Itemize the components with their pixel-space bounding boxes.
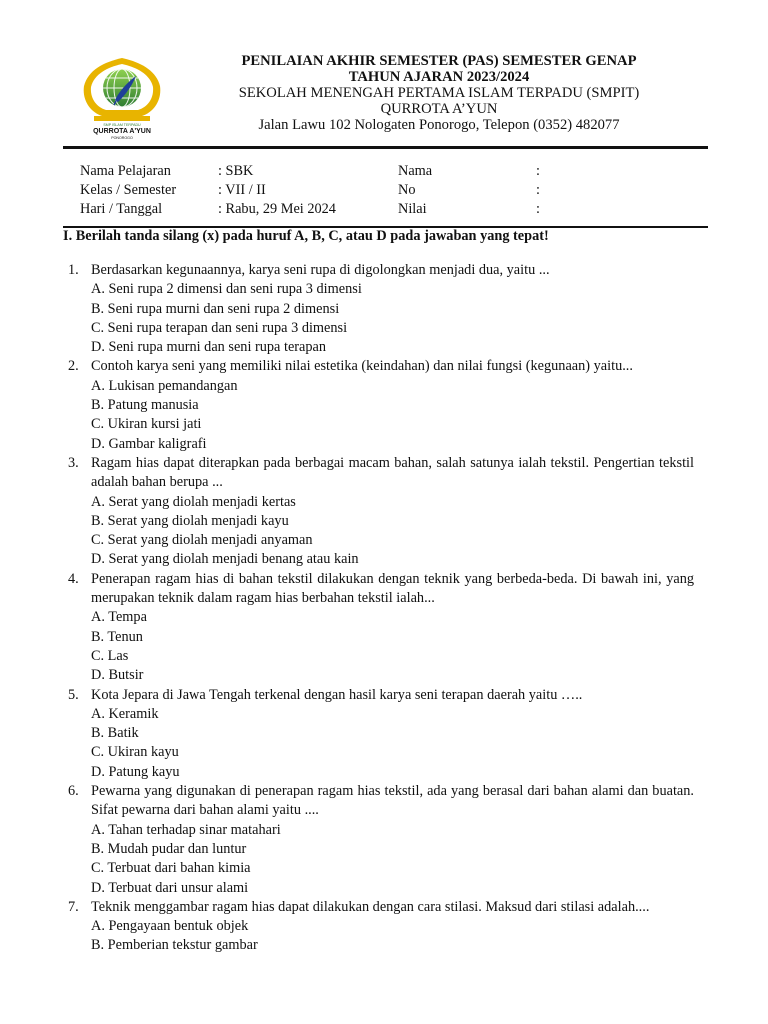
header-divider <box>63 146 708 149</box>
option-c[interactable]: C. Seni rupa terapan dan seni rupa 3 dimensi <box>91 319 348 336</box>
option-d[interactable]: D. Terbuat dari unsur alami <box>91 879 249 896</box>
question-6 <box>0 782 768 898</box>
question-3 <box>0 454 768 570</box>
academic-year: TAHUN AJARAN 2023/2024 <box>348 69 530 85</box>
question-stem: Berdasarkan kegunaannya, karya seni rupa di digolongkan menjadi dua, yaitu ... <box>91 262 550 278</box>
letterhead <box>200 53 678 133</box>
info-right-labels <box>398 162 432 219</box>
option-b[interactable]: B. Pemberian tekstur gambar <box>91 937 258 954</box>
number-field[interactable]: : <box>536 182 540 198</box>
school-logo-icon <box>80 56 164 142</box>
option-c[interactable]: C. Serat yang diolah menjadi anyaman <box>91 532 313 549</box>
option-a[interactable]: A. Seni rupa 2 dimensi dan seni rupa 3 dimensi <box>91 281 362 298</box>
option-d[interactable]: D. Gambar kaligrafi <box>91 435 207 452</box>
class-value: : VII / II <box>218 182 266 198</box>
option-b[interactable]: B. Patung manusia <box>91 397 199 414</box>
question-5 <box>0 686 768 782</box>
question-number: 5. <box>68 686 79 703</box>
info-left-labels <box>80 162 176 219</box>
question-list <box>0 261 768 956</box>
score-field[interactable]: : <box>536 201 540 217</box>
question-stem: Ragam hias dapat diterapkan pada berbagai macam bahan, salah satunya ialah tekstil. Pengertian tekstil adalah bahan berupa ... <box>91 454 694 491</box>
info-left-values <box>218 162 336 219</box>
date-value: : Rabu, 29 Mei 2024 <box>218 201 336 217</box>
question-stem: Contoh karya seni yang memiliki nilai estetika (keindahan) dan nilai fungsi (kegunaan) yaitu... <box>91 358 633 375</box>
option-d[interactable]: D. Patung kayu <box>91 763 180 780</box>
question-7 <box>0 898 768 956</box>
option-a[interactable]: A. Tempa <box>91 609 147 626</box>
exam-title: PENILAIAN AKHIR SEMESTER (PAS) SEMESTER GENAP <box>241 53 637 69</box>
question-stem: Teknik menggambar ragam hias dapat dilakukan dengan cara stilasi. Maksud dari stilasi adalah.... <box>91 898 650 915</box>
question-stem: Kota Jepara di Jawa Tengah terkenal dengan hasil karya seni terapan daerah yaitu ….. <box>91 686 583 703</box>
logo-city-text: PONOROGO <box>111 136 133 140</box>
question-2 <box>0 357 768 453</box>
name-label: Nama <box>398 163 433 179</box>
section-instruction: I. Berilah tanda silang (x) pada huruf A, B, C, atau D pada jawaban yang tepat! <box>63 228 549 244</box>
question-stem: Pewarna yang digunakan di penerapan ragam hias tekstil, ada yang berasal dari bahan alami dan buatan. Sifat pewarna dari bahan alami yaitu .... <box>91 783 694 819</box>
school-type: SEKOLAH MENENGAH PERTAMA ISLAM TERPADU (SMPIT) <box>238 85 640 101</box>
option-b[interactable]: B. Batik <box>91 725 139 742</box>
option-d[interactable]: D. Seni rupa murni dan seni rupa terapan <box>91 339 327 356</box>
question-number: 3. <box>68 454 79 471</box>
question-number: 4. <box>68 570 79 587</box>
option-b[interactable]: B. Tenun <box>91 628 143 645</box>
option-b[interactable]: B. Serat yang diolah menjadi kayu <box>91 512 289 529</box>
question-number: 6. <box>68 783 79 800</box>
info-right-values <box>536 162 540 219</box>
option-a[interactable]: A. Lukisan pemandangan <box>91 377 238 394</box>
option-a[interactable]: A. Serat yang diolah menjadi kertas <box>91 493 296 510</box>
subject-value: : SBK <box>218 163 254 179</box>
name-field[interactable]: : <box>536 163 540 179</box>
option-a[interactable]: A. Pengayaan bentuk objek <box>91 918 249 935</box>
class-label: Kelas / Semester <box>80 182 177 198</box>
score-label: Nilai <box>398 201 427 217</box>
subject-label: Nama Pelajaran <box>80 163 171 179</box>
option-c[interactable]: C. Ukiran kayu <box>91 744 179 761</box>
option-c[interactable]: C. Las <box>91 647 129 664</box>
logo-name-text: QURROTA A'YUN <box>93 128 151 135</box>
number-label: No <box>398 182 416 198</box>
question-stem: Penerapan ragam hias di bahan tekstil dilakukan dengan teknik yang berbeda-beda. Di bawah ini, yang merupakan teknik dalam ragam hias berbahan tekstil ialah... <box>91 570 694 607</box>
option-d[interactable]: D. Butsir <box>91 667 144 684</box>
option-c[interactable]: C. Terbuat dari bahan kimia <box>91 860 251 877</box>
question-number: 2. <box>68 358 79 375</box>
question-number: 7. <box>68 898 79 915</box>
school-address: Jalan Lawu 102 Nologaten Ponorogo, Telepon (0352) 482077 <box>258 117 620 133</box>
question-4 <box>0 570 768 686</box>
logo-small-text: SMP ISLAM TERPADU <box>103 123 141 127</box>
option-a[interactable]: A. Keramik <box>91 705 159 722</box>
option-a[interactable]: A. Tahan terhadap sinar matahari <box>91 821 281 838</box>
option-d[interactable]: D. Serat yang diolah menjadi benang atau kain <box>91 551 359 568</box>
option-b[interactable]: B. Seni rupa murni dan seni rupa 2 dimensi <box>91 300 340 317</box>
question-number: 1. <box>68 262 79 278</box>
option-b[interactable]: B. Mudah pudar dan luntur <box>91 840 247 857</box>
question-1 <box>0 261 768 357</box>
school-name: QURROTA A’YUN <box>380 101 498 117</box>
date-label: Hari / Tanggal <box>80 201 163 217</box>
option-c[interactable]: C. Ukiran kursi jati <box>91 416 202 433</box>
